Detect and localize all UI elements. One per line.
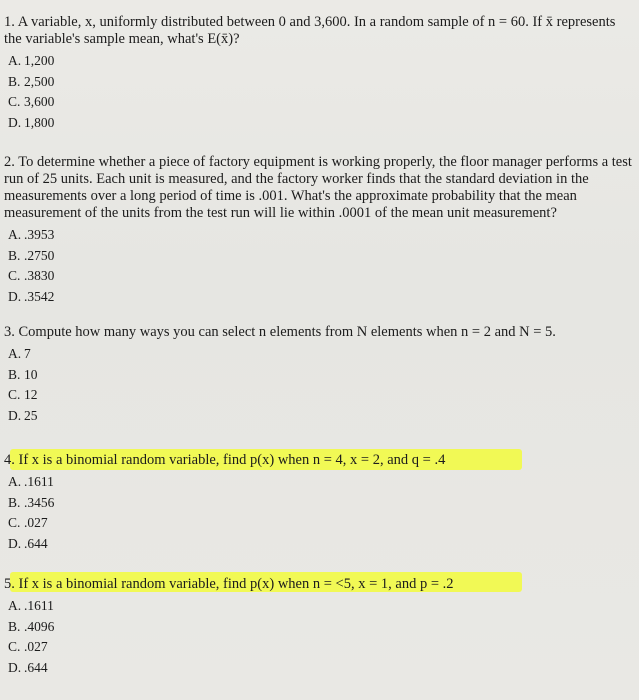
option-letter: A. (8, 53, 22, 68)
option-text: .027 (24, 515, 48, 530)
options-list (0, 225, 639, 307)
option-letter: B. (8, 618, 21, 634)
option-letter: B. (8, 366, 21, 382)
option-letter: D. (8, 114, 22, 130)
option-letter: C. (8, 639, 21, 654)
option-a[interactable] (0, 51, 639, 72)
option-letter: D. (8, 659, 22, 675)
question-number: 3. (4, 324, 15, 340)
option-text: 10 (24, 366, 38, 382)
question-2 (0, 154, 639, 307)
question-number: 4. (4, 452, 15, 468)
options-list (0, 51, 639, 133)
option-text: .3953 (24, 227, 55, 242)
question-1 (0, 14, 639, 133)
option-letter: A. (8, 598, 22, 613)
option-b[interactable] (0, 246, 639, 267)
option-d[interactable] (0, 287, 639, 308)
question-stem (0, 452, 639, 469)
question-stem (0, 576, 639, 593)
option-letter: C. (8, 268, 21, 283)
option-text: .1611 (24, 474, 54, 489)
question-stem (0, 154, 639, 222)
option-text: .1611 (24, 598, 54, 613)
options-list (0, 344, 639, 426)
question-number: 2. (4, 154, 15, 170)
question-number: 1. (4, 14, 15, 30)
option-text: 1,200 (24, 53, 55, 68)
option-d[interactable] (0, 534, 639, 555)
option-c[interactable] (0, 637, 639, 658)
options-list (0, 472, 639, 554)
option-text: 2,500 (24, 73, 55, 89)
option-c[interactable] (0, 266, 639, 287)
option-text: 25 (24, 407, 38, 423)
options-list (0, 596, 639, 678)
option-text: 12 (24, 387, 38, 402)
question-text: A variable, x, uniformly distributed between 0 and 3,600. In a random sample of n = 60. If x̄ represents the variable's sample mean, what's E(x̄)? (4, 14, 616, 47)
question-stem (0, 14, 639, 48)
question-5 (0, 576, 639, 678)
question-stem (0, 324, 639, 341)
option-letter: B. (8, 494, 21, 510)
option-text: .3456 (24, 494, 55, 510)
question-3 (0, 324, 639, 426)
option-b[interactable] (0, 72, 639, 93)
question-text: If x is a binomial random variable, find p(x) when n = <5, x = 1, and p = .2 (18, 576, 454, 592)
option-c[interactable] (0, 92, 639, 113)
option-text: 1,800 (24, 114, 55, 130)
question-text: To determine whether a piece of factory equipment is working properly, the floor manager performs a test run of 25 units. Each unit is measured, and the factory worker finds that the standard deviation in the measurements over a long period of time is .001. What's the approximate probability that the mean measurement of the units from the test run will lie within .0001 of the mean unit measurement? (4, 154, 632, 221)
option-letter: B. (8, 73, 21, 89)
option-c[interactable] (0, 385, 639, 406)
option-letter: D. (8, 535, 22, 551)
option-a[interactable] (0, 596, 639, 617)
question-number: 5. (4, 576, 15, 592)
option-text: 3,600 (24, 94, 55, 109)
option-text: .4096 (24, 618, 55, 634)
option-d[interactable] (0, 113, 639, 134)
option-d[interactable] (0, 406, 639, 427)
option-letter: B. (8, 247, 21, 263)
option-text: .644 (24, 535, 48, 551)
option-letter: C. (8, 515, 21, 530)
option-a[interactable] (0, 225, 639, 246)
option-text: .3542 (24, 288, 55, 304)
option-letter: C. (8, 94, 21, 109)
question-text: If x is a binomial random variable, find p(x) when n = 4, x = 2, and q = .4 (18, 452, 446, 468)
option-text: .2750 (24, 247, 55, 263)
option-a[interactable] (0, 472, 639, 493)
option-text: .027 (24, 639, 48, 654)
option-c[interactable] (0, 513, 639, 534)
option-b[interactable] (0, 617, 639, 638)
option-text: 7 (24, 346, 31, 361)
option-b[interactable] (0, 365, 639, 386)
option-text: .644 (24, 659, 48, 675)
option-d[interactable] (0, 658, 639, 679)
option-letter: A. (8, 346, 22, 361)
option-a[interactable] (0, 344, 639, 365)
question-text: Compute how many ways you can select n elements from N elements when n = 2 and N = 5. (18, 324, 556, 340)
option-b[interactable] (0, 493, 639, 514)
option-letter: A. (8, 227, 22, 242)
option-letter: D. (8, 288, 22, 304)
option-text: .3830 (24, 268, 55, 283)
option-letter: A. (8, 474, 22, 489)
option-letter: D. (8, 407, 22, 423)
question-4 (0, 452, 639, 554)
option-letter: C. (8, 387, 21, 402)
